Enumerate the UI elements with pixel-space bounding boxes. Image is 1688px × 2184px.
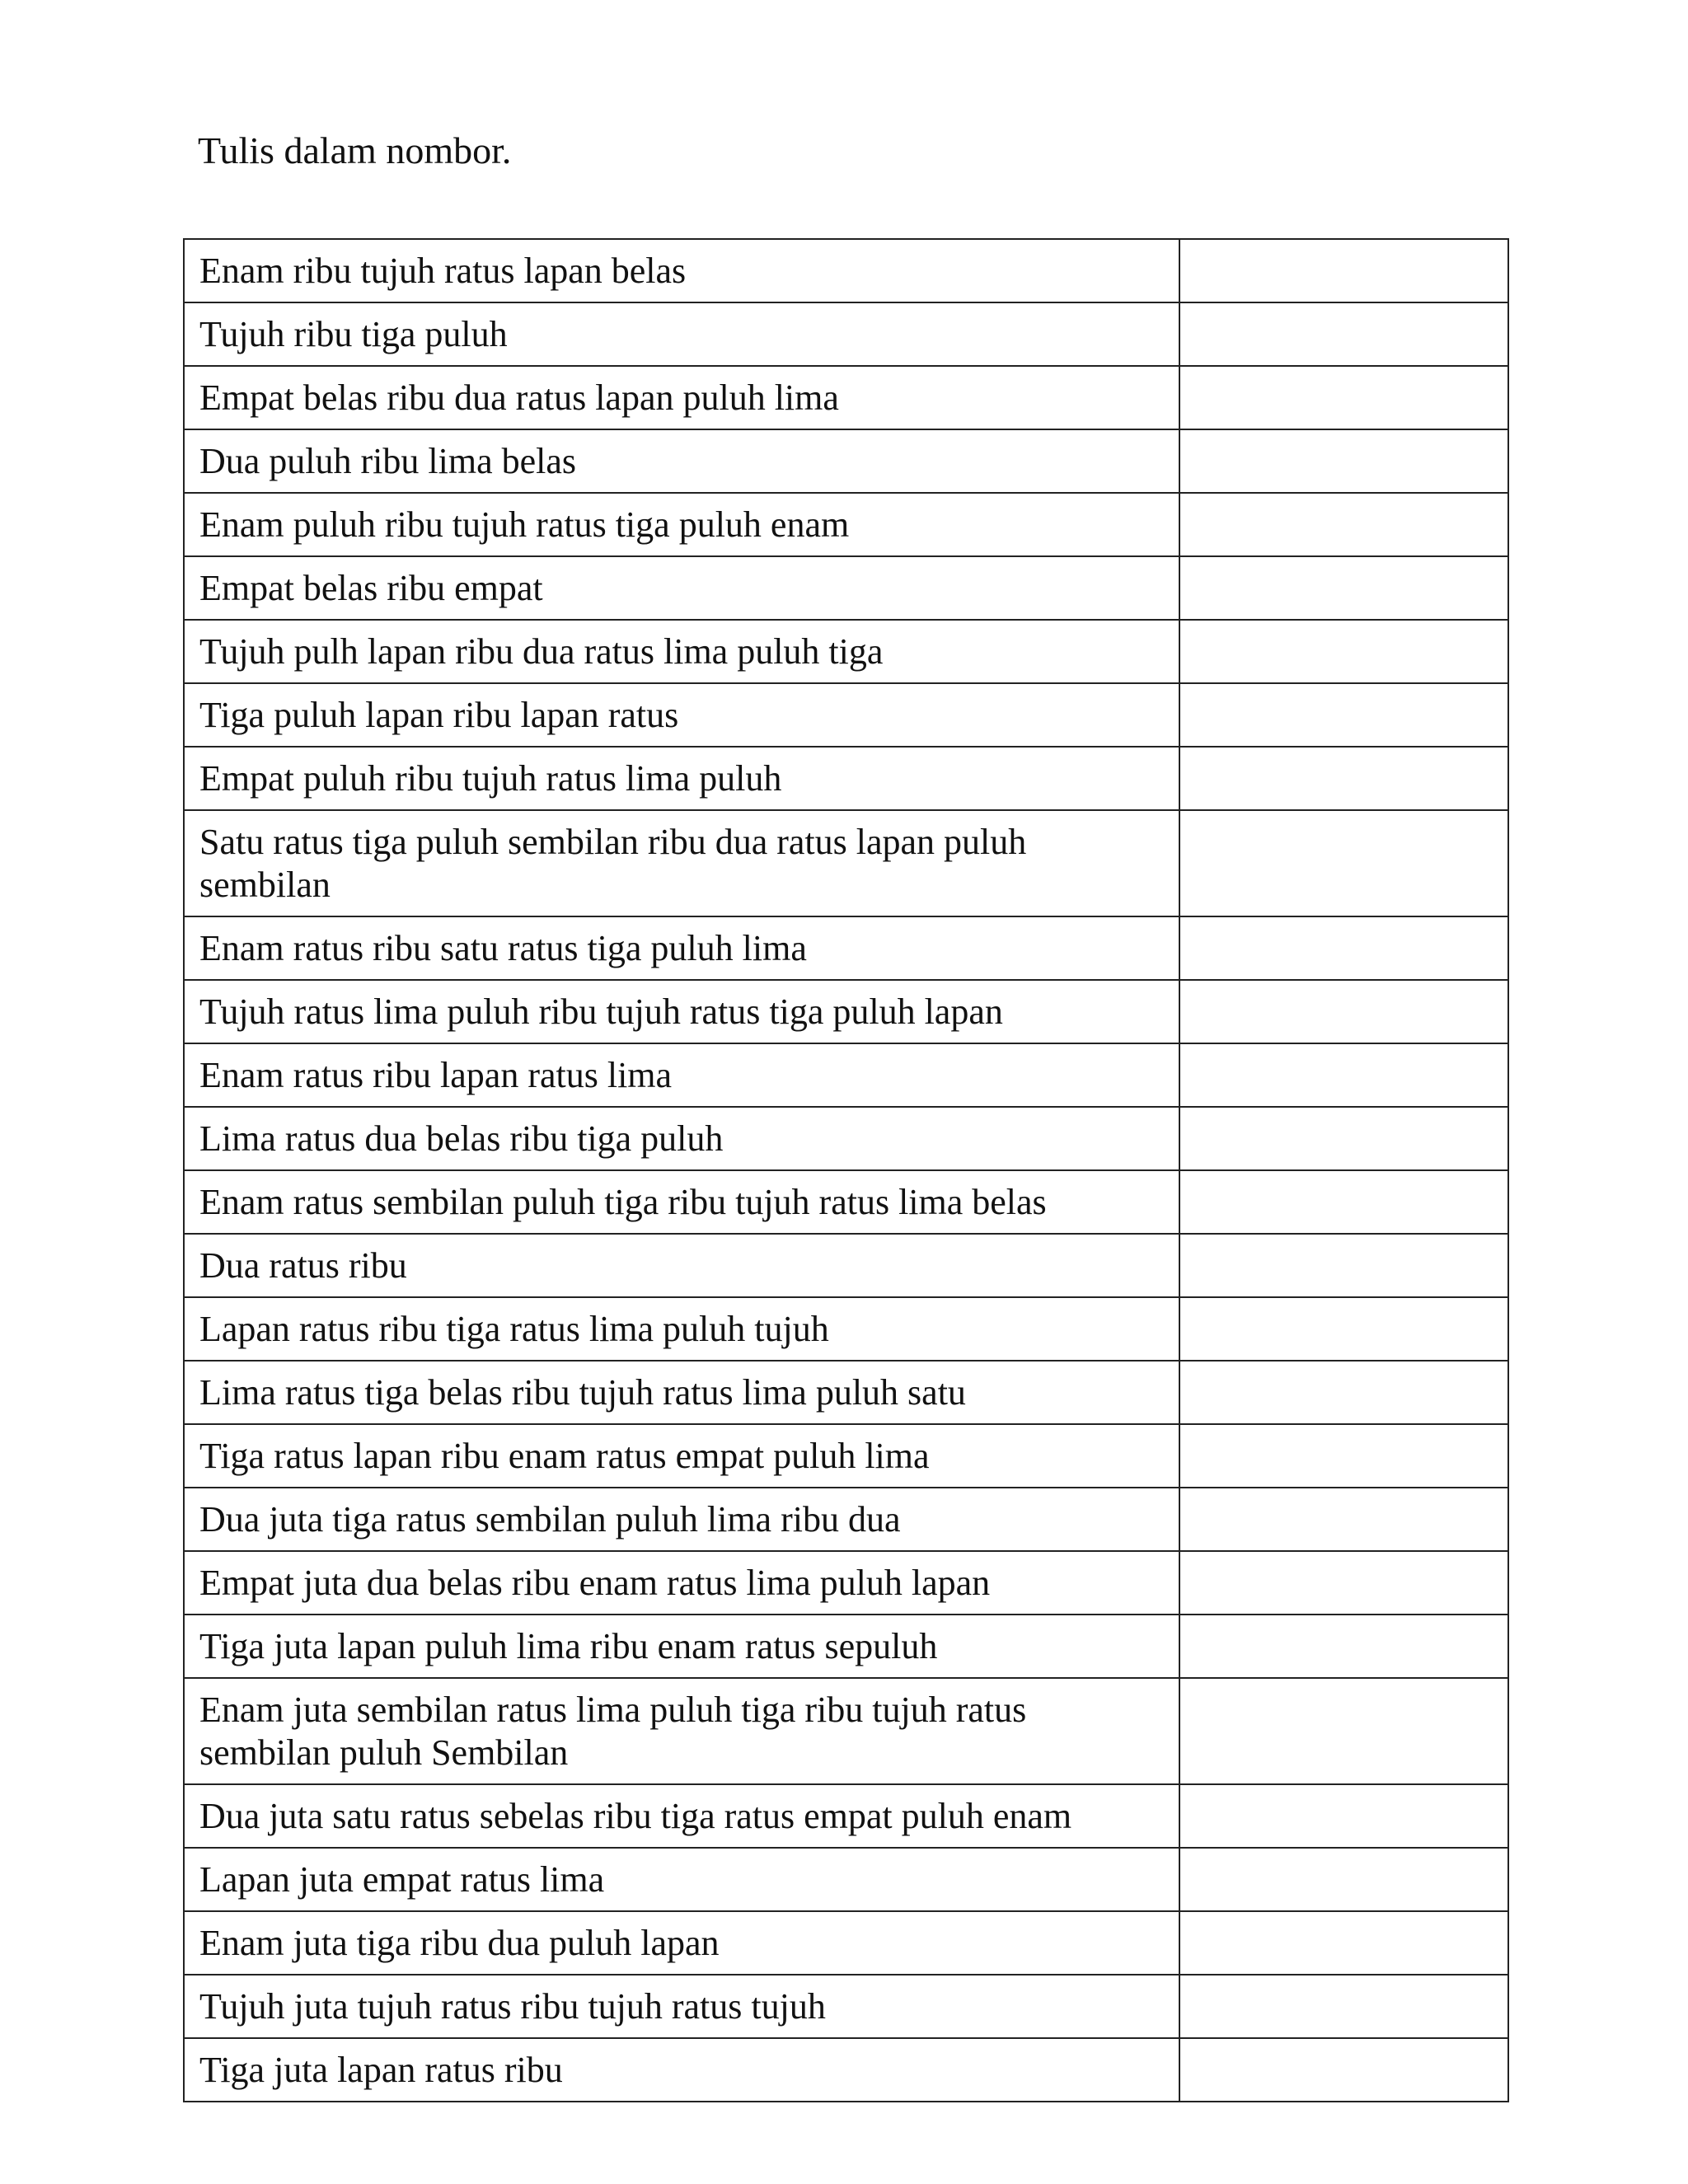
number-words-cell: Enam ribu tujuh ratus lapan belas [184,239,1179,302]
answer-cell[interactable] [1179,1784,1508,1848]
number-words-cell: Tiga juta lapan puluh lima ribu enam ratus sepuluh [184,1615,1179,1678]
table-row [184,1424,1508,1488]
number-words-cell: Tiga puluh lapan ribu lapan ratus [184,683,1179,747]
answer-cell[interactable] [1179,429,1508,493]
number-words-cell: Lapan juta empat ratus lima [184,1848,1179,1911]
answer-cell[interactable] [1179,1361,1508,1424]
number-words-cell: Enam juta tiga ribu dua puluh lapan [184,1911,1179,1975]
number-words-cell: Enam ratus ribu satu ratus tiga puluh lima [184,916,1179,980]
number-words-cell: Tujuh juta tujuh ratus ribu tujuh ratus tujuh [184,1975,1179,2038]
table-row [184,1615,1508,1678]
number-words-cell: Tiga ratus lapan ribu enam ratus empat puluh lima [184,1424,1179,1488]
number-words-cell: Lima ratus dua belas ribu tiga puluh [184,1107,1179,1170]
table-row [184,1678,1508,1784]
number-words-cell: Empat puluh ribu tujuh ratus lima puluh [184,747,1179,810]
table-row [184,1848,1508,1911]
table-row [184,1107,1508,1170]
table-row [184,1297,1508,1361]
table-row [184,1911,1508,1975]
table-row [184,366,1508,429]
table-row [184,239,1508,302]
answer-cell[interactable] [1179,1551,1508,1615]
number-words-cell: Empat belas ribu empat [184,556,1179,620]
answer-cell[interactable] [1179,1424,1508,1488]
number-words-cell: Empat belas ribu dua ratus lapan puluh lima [184,366,1179,429]
table-row [184,810,1508,916]
worksheet-instruction: Tulis dalam nombor. [198,129,512,171]
number-words-cell: Enam juta sembilan ratus lima puluh tiga ribu tujuh ratus sembilan puluh Sembilan [184,1678,1179,1784]
answer-cell[interactable] [1179,1297,1508,1361]
table-row [184,556,1508,620]
number-words-cell: Dua juta tiga ratus sembilan puluh lima ribu dua [184,1488,1179,1551]
number-words-cell: Tujuh ratus lima puluh ribu tujuh ratus tiga puluh lapan [184,980,1179,1043]
answer-cell[interactable] [1179,1043,1508,1107]
number-words-cell: Dua juta satu ratus sebelas ribu tiga ratus empat puluh enam [184,1784,1179,1848]
answer-cell[interactable] [1179,2038,1508,2102]
table-row [184,1975,1508,2038]
answer-cell[interactable] [1179,683,1508,747]
number-words-cell: Enam ratus ribu lapan ratus lima [184,1043,1179,1107]
number-words-cell: Enam puluh ribu tujuh ratus tiga puluh enam [184,493,1179,556]
answer-cell[interactable] [1179,493,1508,556]
number-words-cell: Tujuh pulh lapan ribu dua ratus lima puluh tiga [184,620,1179,683]
table-row [184,1043,1508,1107]
table-row [184,1234,1508,1297]
number-words-cell: Enam ratus sembilan puluh tiga ribu tujuh ratus lima belas [184,1170,1179,1234]
table-row [184,916,1508,980]
answer-cell[interactable] [1179,747,1508,810]
answer-cell[interactable] [1179,556,1508,620]
table-row [184,620,1508,683]
table-row [184,1488,1508,1551]
table-row [184,302,1508,366]
answer-cell[interactable] [1179,1975,1508,2038]
number-words-cell: Dua ratus ribu [184,1234,1179,1297]
answer-cell[interactable] [1179,916,1508,980]
answer-cell[interactable] [1179,302,1508,366]
answer-cell[interactable] [1179,1615,1508,1678]
table-row [184,980,1508,1043]
answer-cell[interactable] [1179,239,1508,302]
answer-cell[interactable] [1179,1170,1508,1234]
table-row [184,429,1508,493]
answer-cell[interactable] [1179,810,1508,916]
table-row [184,683,1508,747]
number-words-cell: Satu ratus tiga puluh sembilan ribu dua ratus lapan puluh sembilan [184,810,1179,916]
number-words-cell: Empat juta dua belas ribu enam ratus lima puluh lapan [184,1551,1179,1615]
number-words-cell: Tujuh ribu tiga puluh [184,302,1179,366]
answer-cell[interactable] [1179,1107,1508,1170]
answer-cell[interactable] [1179,620,1508,683]
table-row [184,493,1508,556]
answer-cell[interactable] [1179,1234,1508,1297]
answer-cell[interactable] [1179,1678,1508,1784]
answer-cell[interactable] [1179,366,1508,429]
table-row [184,1170,1508,1234]
table-row [184,2038,1508,2102]
number-words-cell: Lapan ratus ribu tiga ratus lima puluh tujuh [184,1297,1179,1361]
answer-cell[interactable] [1179,1848,1508,1911]
table-row [184,1784,1508,1848]
number-words-table [183,238,1509,2102]
table-row [184,747,1508,810]
number-words-cell: Dua puluh ribu lima belas [184,429,1179,493]
table-row [184,1361,1508,1424]
table-row [184,1551,1508,1615]
answer-cell[interactable] [1179,1911,1508,1975]
number-words-cell: Tiga juta lapan ratus ribu [184,2038,1179,2102]
answer-cell[interactable] [1179,980,1508,1043]
answer-cell[interactable] [1179,1488,1508,1551]
number-words-cell: Lima ratus tiga belas ribu tujuh ratus lima puluh satu [184,1361,1179,1424]
